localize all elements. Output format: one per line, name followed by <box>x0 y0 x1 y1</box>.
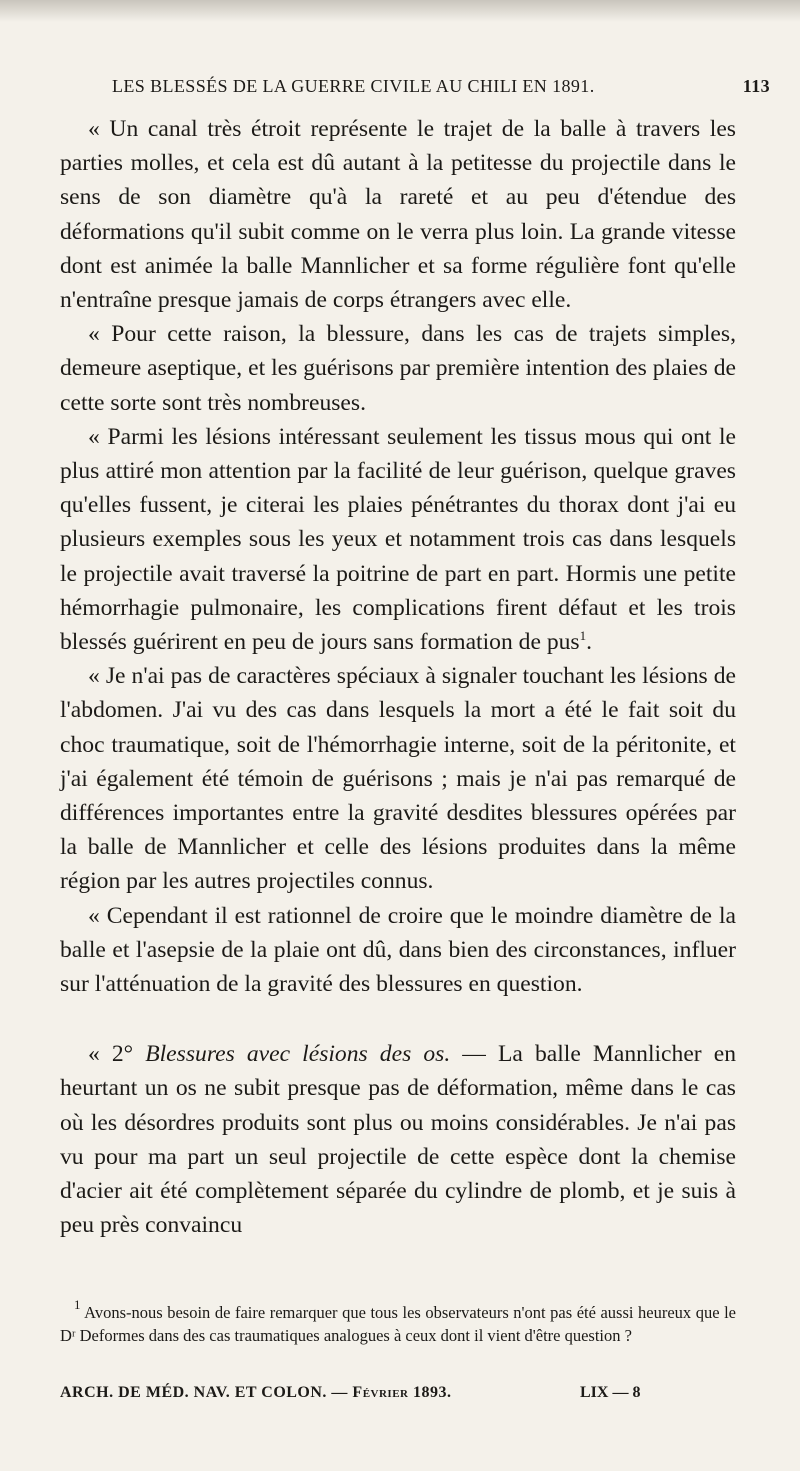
sheet-signature: LIX — 8 <box>580 1384 641 1401</box>
paragraph: « Je n'ai pas de caractères spéciaux à signaler touchant les lésions de l'abdomen. J'ai vu des cas dans lesquels la mort a été le fait soit du choc traumatique, soit de l'hémorrhagie interne, soit de la péritonite, et j'ai également été témoin de guérisons ; mais je n'ai pas remarqué de différences importantes entre la gravité desdites blessures opérées par la balle de Mannlicher et celle des lésions produites dans la même région par les autres projectiles connus. <box>60 663 736 895</box>
footnote-body: Avons-nous besoin de faire remarquer que tous les observateurs n'ont pas été aussi heureux que le Dʳ Deformes dans des cas traumatiques analogues à ceux dont il vient d'être question ? <box>60 1303 736 1345</box>
paragraph-text: « Parmi les lésions intéressant seulement les tissus mous qui ont le plus attiré mon attention par la facilité de leur guérison, quelque graves qu'elles fussent, je citerai les plaies pénétrantes du thorax dont j'ai eu plusieurs exemples sous les yeux et notamment trois cas dans lesquels le projectile avait traversé la poitrine de part en part. Hormis une petite hémorrhagie pulmonaire, les complications firent défaut et les trois blessés guérirent en peu de jours sans formation de pus <box>60 423 736 656</box>
footnote-reference: 1 <box>579 628 587 644</box>
section-paragraph <box>60 1037 736 1242</box>
signature-line <box>60 1384 736 1410</box>
paragraph: « Pour cette raison, la blessure, dans les cas de trajets simples, demeure aseptique, et les guérisons par première intention des plaies de cette sorte sont très nombreuses. <box>60 321 736 416</box>
running-title: LES BLESSÉS DE LA GUERRE CIVILE AU CHILI EN 1891. <box>112 76 595 96</box>
running-header <box>112 76 770 102</box>
page-number: 113 <box>742 76 770 96</box>
footnote <box>60 1297 736 1347</box>
paragraph: « Un canal très étroit représente le trajet de la balle à travers les parties molles, et cela est dû autant à la petitesse du projectile dans le sens de son diamètre qu'à la rareté et au peu d'étendue des déformations qu'il subit comme on le verra plus loin. La grande vitesse dont est animée la balle Mannlicher et sa forme régulière font qu'elle n'entraîne presque jamais de corps étrangers avec elle. <box>60 116 736 314</box>
footnote-text <box>60 1297 736 1347</box>
paragraph-text: — La balle Mannlicher en heurtant un os ne subit presque pas de déformation, même dans le cas où les désordres produits sont plus ou moins considérables. Je n'ai pas vu pour ma part un seul projectile de cette espèce dont la chemise d'acier ait été complètement séparée du cylindre de plomb, et je suis à peu près convaincu <box>60 1041 737 1239</box>
section-number: « 2° <box>88 1041 146 1068</box>
paragraph: « Cependant il est rationnel de croire que le moindre diamètre de la balle et l'asepsie de la plaie ont dû, dans bien des circonstances, influer sur l'atténuation de la gravité des blessures en question. <box>60 902 736 998</box>
footnote-marker: 1 <box>74 1297 81 1312</box>
scan-edge-shadow <box>0 0 800 22</box>
journal-citation: ARCH. DE MÉD. NAV. ET COLON. — Février 1893. <box>60 1384 452 1401</box>
section-heading: Blessures avec lésions des os. <box>145 1041 451 1068</box>
paragraph <box>60 420 736 659</box>
paragraph-end: . <box>586 629 592 656</box>
body-text <box>60 112 736 1243</box>
